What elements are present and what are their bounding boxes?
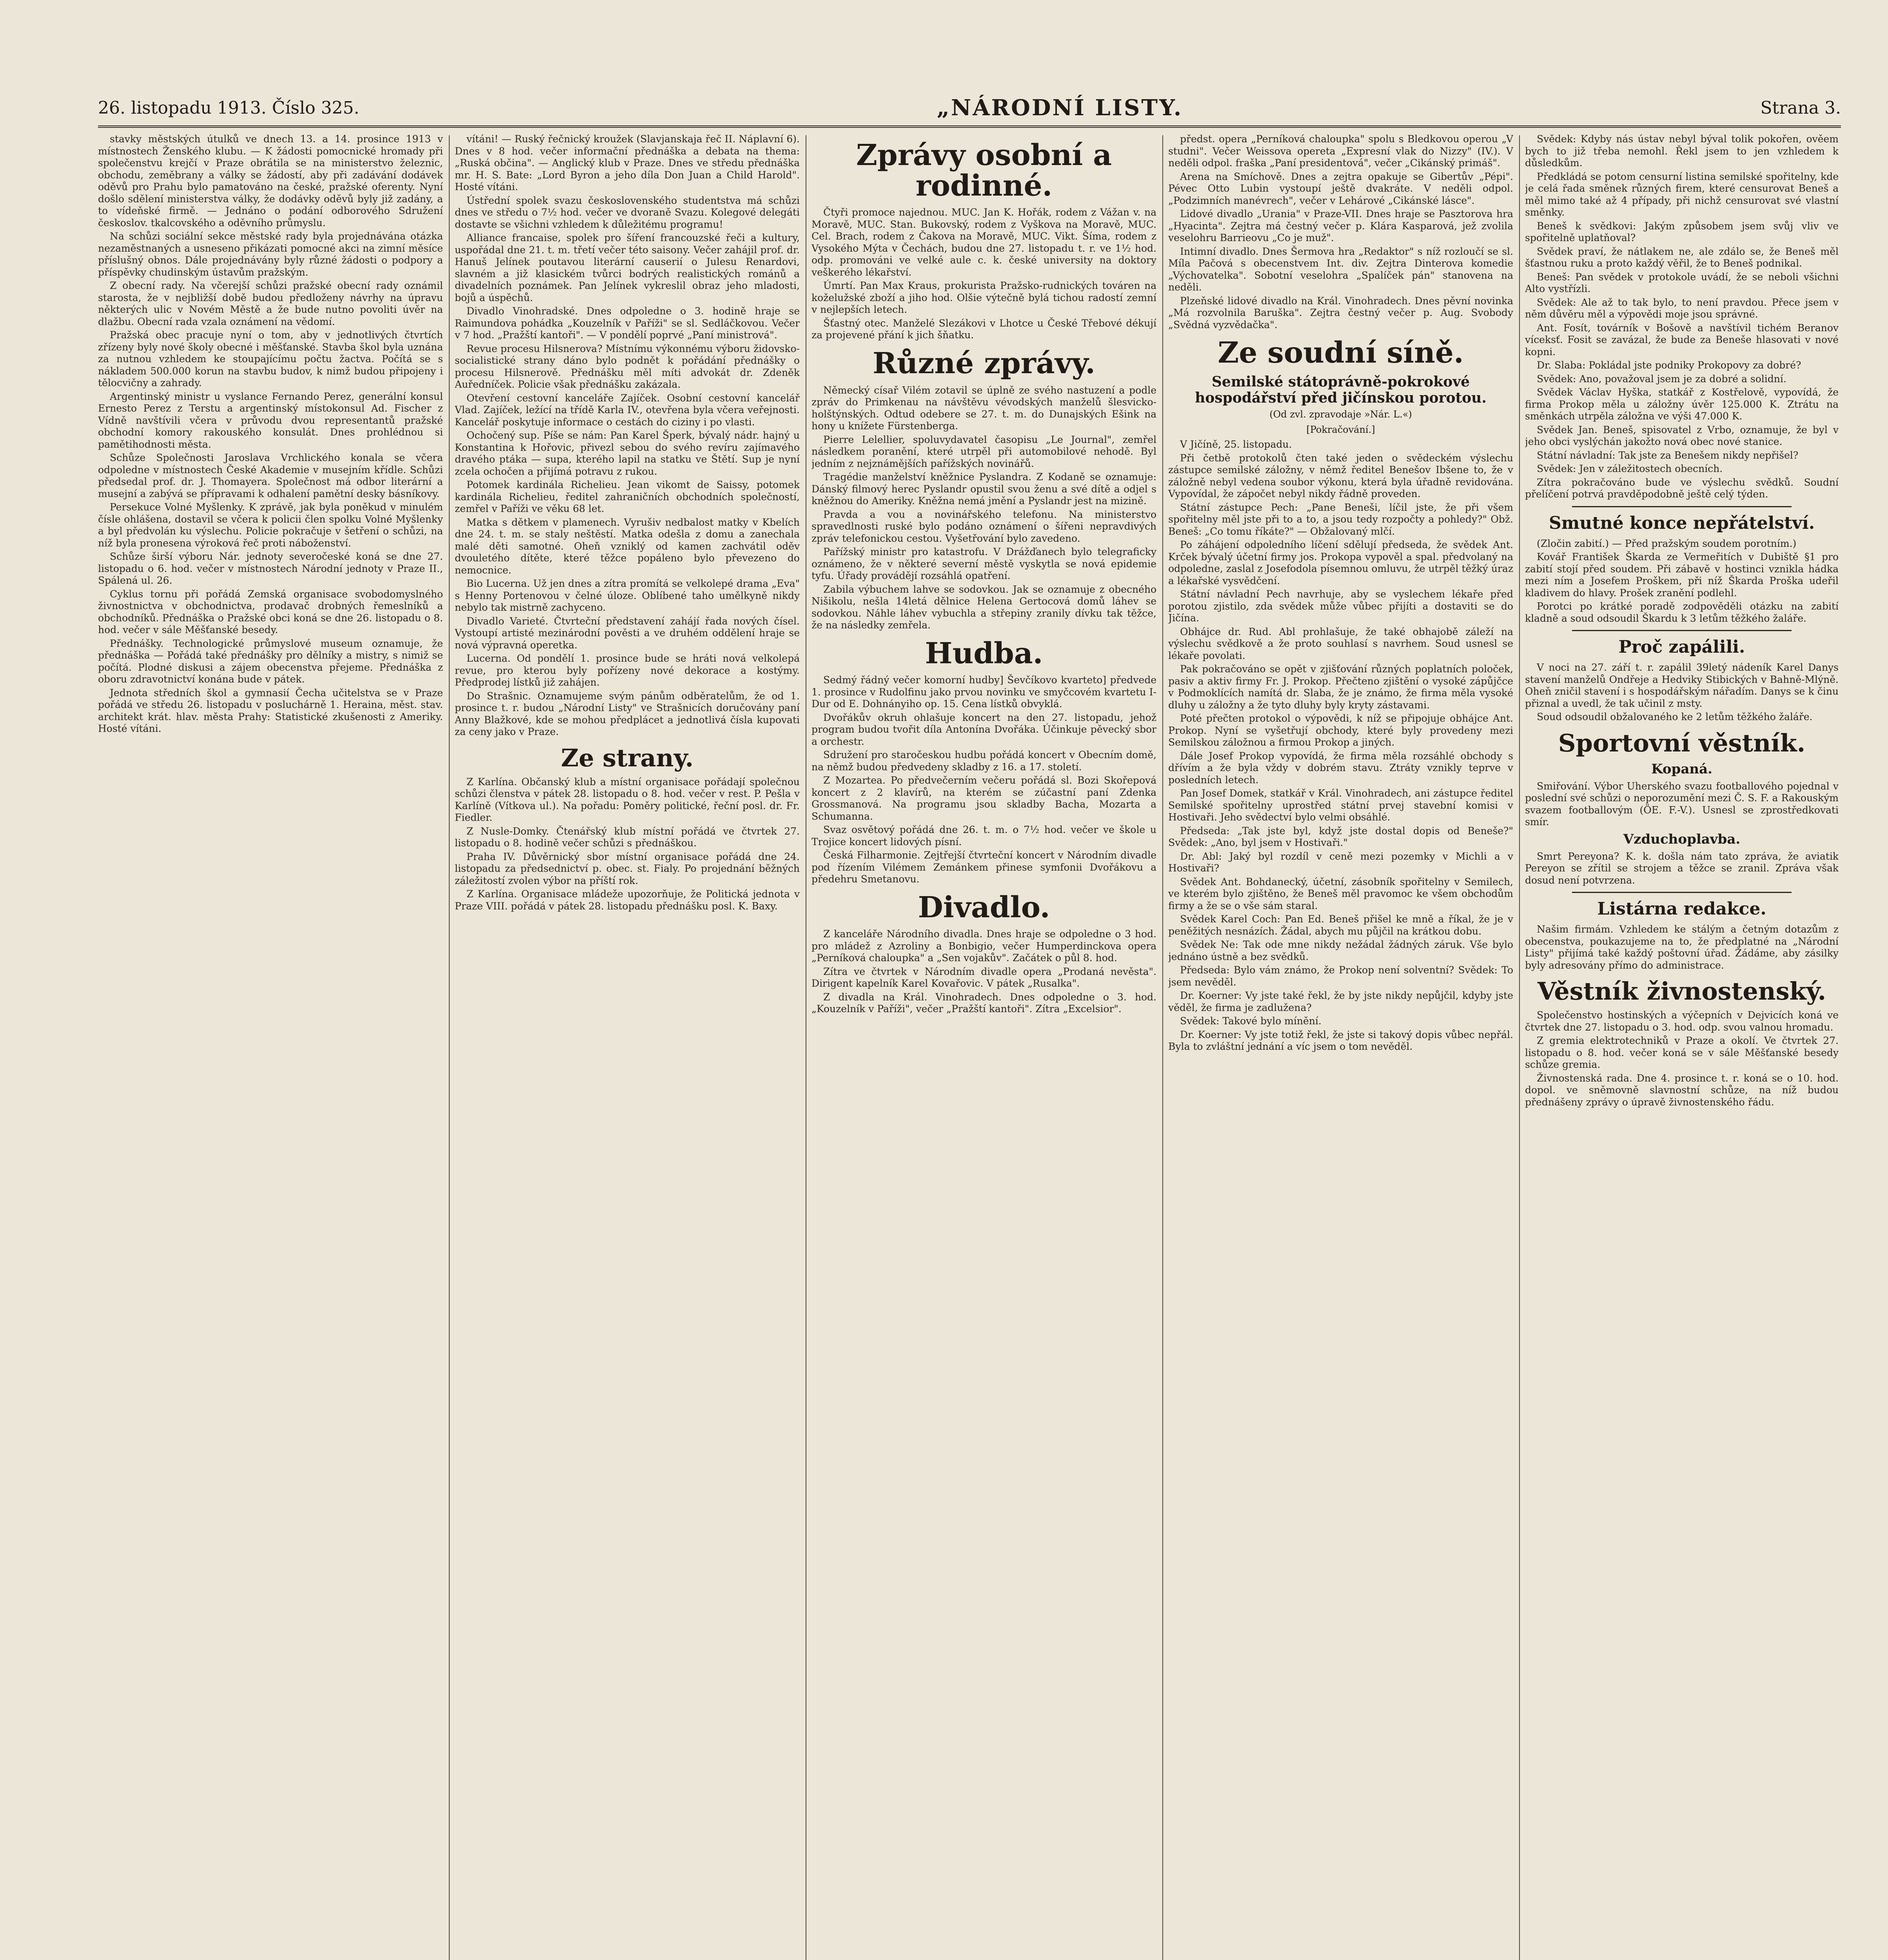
article-paragraph: Německý císař Vilém zotavil se úplně ze svého nastuzení a podle zpráv do Primkenau na návštěvu vévodských manželů šlesvicko-holštýnských. Odtud odebere se 27. t. m. do Dunajských Ešink na hony u knížete Fürstenberga.: [811, 384, 1156, 432]
article-paragraph: Dále Josef Prokop vypovídá, že firma měla rozsáhlé obchody s dřívím a že byla vždy v dobrém stavu. Ztráty vznikly teprve v posledních letech.: [1168, 750, 1513, 786]
article-paragraph: Předkládá se potom censurní listina semilské spořitelny, kde je celá řada směnek různých firem, které censurovat Beneš a měl mimo také až 4 případy, při nichž censurovat své vlastní směnky.: [1525, 171, 1839, 218]
article-paragraph: Argentinský ministr u vyslance Fernando Perez, generální konsul Ernesto Perez z Terstu a argentinský místokonsul Ad. Fischer z Vídně navštívili včera v průvodu dvou representantů pražské obchodní komory rakouského konsulát. Dnes prohlédnou si pamětihodnosti města.: [98, 390, 443, 450]
article-paragraph: Předseda: „Tak jste byl, když jste dostal dopis od Beneše?" Svědek: „Ano, byl jsem v Hostivaři.": [1168, 825, 1513, 849]
article-paragraph: Divadlo Vinohradské. Dnes odpoledne o 3. hodině hraje se Raimundova pohádka „Kouzelník v Paříži" se sl. Sedláčkovou. Večer v 7 hod. „Pražští kantoři". — V pondělí poprvé „Paní ministrová".: [455, 305, 800, 341]
article-paragraph: Z divadla na Král. Vinohradech. Dnes odpoledne o 3. hod. „Kouzelník v Paříži", večer „Pražští kantoři". Zítra „Excelsior".: [811, 991, 1156, 1015]
article-paragraph: Čtyři promoce najednou. MUC. Jan K. Hořák, rodem z Vážan v. na Moravě, MUC. Stan. Bukovský, rodem z Vyškova na Moravě, MUC. Cel. Brach, rodem z Čakova na Moravě, MUC. Vikt. Šíma, rodem z Vysokého Mýta v Čechách, budou dne 27. listopadu t. r. ve 1½ hod. odp. promováni ve velké aule c. k. české university na doktory veškerého lékařství.: [811, 207, 1156, 278]
section-heading: Listárna redakce.: [1597, 899, 1766, 919]
article-paragraph: Divadlo Varieté. Čtvrteční představení zahájí řada nových čísel. Vystoupí artisté mezinárodní pověsti a ve druhém oddělení hraje se nová výpravná operetka.: [455, 615, 800, 651]
article-paragraph: Dr. Slaba: Pokládal jste podniky Prokopovy za dobré?: [1537, 359, 1801, 371]
article-paragraph: vítáni! — Ruský řečnický kroužek (Slavjanskaja řeč II. Náplavní 6). Dnes v 8 hod. večer informační přednáška a debata na thema: „Ruská občina". — Anglický klub v Praze. Dnes ve středu přednáška mr. H. S. Bate: „Lord Byron a jeho díla Don Juan a Child Harold". Hosté vítáni.: [455, 133, 800, 192]
page-number: Strana 3.: [1760, 98, 1841, 118]
column-3: [811, 133, 1156, 1960]
article-paragraph: předst. opera „Perníková chaloupka" spolu s Bledkovou operou „V studni". Večer Weissova opereta „Expresní vlak do Nizzy" (IV.). V neděli odpol. fraška „Paní presidentová", večer „Cikánský primáš".: [1168, 133, 1513, 169]
article-paragraph: Zítra ve čtvrtek v Národním divadle opera „Prodaná nevěsta". Dirigent kapelník Karel Kovařovic. V pátek „Rusalka".: [811, 965, 1156, 989]
article-title: Semilské státoprávně-pokrokové hospodářství před jičínskou porotou.: [1195, 373, 1487, 407]
article-paragraph: Pierre Lelellier, spoluvydavatel časopisu „Le Journal", zemřel následkem poranění, které utrpěl při automobilové nehodě. Byl jedním z nejznámějších pařížských novinářů.: [811, 434, 1156, 469]
article-paragraph: Svědek: Kdyby nás ústav nebyl býval tolik pokořen, ověem bych to již třeba nemohl. Řekl jsem to jen vzhledem k důsledkům.: [1525, 133, 1839, 169]
article-paragraph: Lidové divadlo „Urania" v Praze-VII. Dnes hraje se Pasztorova hra „Hyacinta". Zejtra má čestný večer p. Klára Kasparová, jež zvolila veselohru Barrieovu „Co je muž".: [1168, 208, 1513, 243]
article-paragraph: Sdružení pro staročeskou hudbu pořádá koncert v Obecním domě, na němž budou předvedeny skladby z 16. a 17. století.: [811, 749, 1156, 773]
column-4: [1168, 133, 1513, 1960]
masthead-title: „NÁRODNÍ LISTY.: [937, 95, 1183, 121]
article-paragraph: Smrt Pereyona? K. k. došla nám tato zpráva, že aviatik Pereyon se zřítil se strojem a těžce se zranil. Zpráva však dosud není potvrzena.: [1525, 850, 1839, 886]
article-paragraph: Svědek Ne: Tak ode mne nikdy nežádal žádných záruk. Vše bylo jednáno ústně a bez svědků.: [1168, 939, 1513, 962]
article-paragraph: Společenstvo hostinských a výčepních v Dejvicích koná ve čtvrtek dne 27. listopadu o 3. hod. odp. svou valnou hromadu.: [1525, 1009, 1839, 1033]
article-paragraph: Z Karlína. Organisace mládeže upozorňuje, že Politická jednota v Praze VIII. pořádá v pátek 28. listopadu přednášku posl. K. Baxy.: [455, 888, 800, 912]
article-paragraph: Pan Josef Domek, statkář v Král. Vinohradech, ani zástupce ředitel Semilské spořitelny uprostřed státní prvej stavební komisi v Hostivaři. Jeho svědectví bylo velmi obsáhlé.: [1168, 788, 1513, 823]
article-paragraph: Svědek Ant. Bohdanecký, účetní, zásobník spořitelny v Semilech, ve kterém bylo zjištěno, že Beneš měl pravomoc ke všem obchodům firmy a že se o vše sám staral.: [1168, 876, 1513, 911]
page-header: [98, 90, 1841, 128]
article-paragraph: Kovář František Škarda ze Vermeřitích v Dubiště §1 pro zabití stojí před soudem. Při zábavě v hostinci vznikla hádka mezi ním a Josefem Proškem, při níž Škarda Proška udeřil kladivem do hlavy. Prošek zranění podlehl.: [1525, 551, 1839, 599]
article-paragraph: Z Mozartea. Po předvečerním večeru pořádá sl. Bozi Skořepová koncert z 2 klavírů, na kterém se zúčastní paní Zdenka Grossmanová. Na programu jsou skladby Bacha, Mozarta a Schumanna.: [811, 775, 1156, 822]
article-paragraph: Persekuce Volné Myšlenky. K zprávě, jak byla poněkud v minulém čísle ohlášena, dostavil se včera k policii člen spolku Volné Myšlenky a byl předvolán ku výslechu. Policie pokračuje v šetření o schůzi, na níž byla pronesena výroková řeč proti náboženství.: [98, 501, 443, 549]
section-heading: Hudba.: [925, 636, 1043, 670]
article-paragraph: Pak pokračováno se opět v zjišťování různých poplatních poloček, pasiv a aktiv firmy Fr. J. Prokop. Přečteno zjištění o vysoké zápůjčce v Podmoklících namítá dr. Slaba, že je známo, že firma měla vysoké dluhy u záložny a že tyto dluhy byly kryty zástavami.: [1168, 663, 1513, 711]
article-paragraph: Do Strašnic. Oznamujeme svým pánům odběratelům, že od 1. prosince t. r. budou „Národní Listy" ve Strašnicích doručovány paní Anny Blažkové, kde se mohou předplácet a jednotlivá čísla kupovati za ceny jako v Praze.: [455, 690, 800, 737]
article-paragraph: Matka s dětkem v plamenech. Vyrušiv nedbalost matky v Kbelích dne 24. t. m. se staly neštěstí. Matka odešla z domu a zanechala malé děti samotné. Oheň vzniklý od kamen zachvátil oděv dvouletého dítěte, které těžce popáleno bylo převezeno do nemocnice.: [455, 516, 800, 576]
article-paragraph: Živnostenská rada. Dne 4. prosince t. r. koná se o 10. hod. dopol. ve sněmovně slavnostní schůze, na níž budou přednášeny zprávy o úpravě živnostenského řádu.: [1525, 1072, 1839, 1108]
article-paragraph: Beneš k svědkovi: Jakým způsobem jsem svůj vliv ve spořitelně uplatňoval?: [1525, 220, 1839, 243]
article-paragraph: Svědek: Ale až to tak bylo, to není pravdou. Přece jsem v něm důvěru měl a výpovědi moje jsou správné.: [1525, 296, 1839, 320]
article-paragraph: Revue procesu Hilsnerova? Místnímu výkonnému výboru židovsko-socialistické strany dáno bylo podnět k pořádání přednášky o procesu Hilsnerově. Přednášku měl míti advokát dr. Zdeněk Auředníček. Policie však přednášku zakázala.: [455, 343, 800, 390]
article-paragraph: Beneš: Pan svědek v protokole uvádí, že se neboli všichni Alto vystřízli.: [1525, 271, 1839, 294]
article-paragraph: V Jičíně, 25. listopadu.: [1180, 439, 1292, 450]
article-paragraph: Schůze Společnosti Jaroslava Vrchlického konala se včera odpoledne v místnostech České Akademie v musejním křídle. Schůzi předsedal prof. dr. J. Thomayera. Společnost má odbor literární a musejní a zabývá se přípravami k odhalení pamětní desky básníkovy.: [98, 452, 443, 499]
article-paragraph: Pařížský ministr pro katastrofu. V Drážďanech bylo telegraficky oznámeno, že v některé severní městě vyskytla se nová epidemie tyfu. Úřady provádějí rozsáhlá opatření.: [811, 546, 1156, 582]
section-heading: Různé zprávy.: [873, 346, 1095, 380]
article-paragraph: Sedmý řádný večer komorní hudby] Ševčíkovo kvarteto] předvede 1. prosince v Rudolfinu jako prvou novinku ve smyčcovém kvartetu I-Dur od E. Dohnányiho op. 15. Cena lístků obvyklá.: [811, 674, 1156, 710]
article-paragraph: Plzeňské lidové divadlo na Král. Vinohradech. Dnes pěvní novinka „Má rozvolnila Baruška". Zejtra čestný večer p. Aug. Svobody „Svědná vyzvědačka".: [1168, 295, 1513, 330]
article-paragraph: Svědek: Jen v záležitostech obecních.: [1537, 463, 1723, 474]
article-paragraph: Šťastný otec. Manželé Slezákovi v Lhotce u České Třebové dékují za projevené přání k jich šňatku.: [811, 317, 1156, 341]
article-note: [Pokračování.]: [1306, 424, 1375, 435]
article-paragraph: Z Karlína. Občanský klub a místní organisace pořádají společnou schůzi členstva v pátek 28. listopadu o 8. hod. večer v rest. P. Pešla v Karlíně (Vítkova ul.). Na pořadu: Poměry politické, řeční posl. dr. Fr. Fiedler.: [455, 776, 800, 824]
article-paragraph: Potomek kardinála Richelieu. Jean vikomt de Saissy, potomek kardinála Richelieu, ředitel zahraničních obchodních společností, zemřel v Paříži ve věku 68 let.: [455, 479, 800, 514]
article-paragraph: Úmrtí. Pan Max Kraus, prokurista Pražsko-rudnických továren na koželužské zboží a jiho hod. Olšie výtečně bylá tichou radostí zemní v nejlepších letech.: [811, 280, 1156, 316]
article-paragraph: Praha IV. Důvěrnický sbor místní organisace pořádá dne 24. listopadu za předsednictví p. obec. st. Fialy. Po projednání běžných záležitostí zvolen výbor na příští rok.: [455, 851, 800, 886]
article-paragraph: Ústřední spolek svazu československého studentstva má schůzi dnes ve středu o 7½ hod. večer ve dvoraně Svazu. Kolegové delegáti dostavte se všichni vzhledem k důležitému programu!: [455, 194, 800, 230]
article-paragraph: Na schůzi sociální sekce městské rady byla projednávána otázka nezaměstnaných a usneseno přikázati pomocné akci na zimní měsíce příslušný obnos. Dále projednávány byly různé žádosti o podpory a příspěvky chudinským ústavům pražským.: [98, 230, 443, 278]
article-paragraph: Otevření cestovní kanceláře Zajíček. Osobní cestovní kancelář Vlad. Zajíček, ležící na třídě Karla IV., otevřena byla včera veřejnosti. Kancelář poskytuje informace o cestách do ciziny i po vlasti.: [455, 392, 800, 428]
article-paragraph: Svědek Karel Coch: Pan Ed. Beneš přišel ke mně a říkal, že je v peněžitých nesnázích. Žádal, abych mu půjčil na krátkou dobu.: [1168, 913, 1513, 937]
article-paragraph: Státní návladní: Tak jste za Benešem nikdy nepřišel?: [1537, 449, 1799, 461]
article-byline: (Od zvl. zpravodaje »Nár. L.«): [1269, 409, 1412, 420]
article-paragraph: Svědek: Ano, považoval jsem je za dobré a solidní.: [1537, 373, 1786, 385]
section-heading: Proč zapálili.: [1618, 637, 1745, 657]
article-paragraph: Z obecní rady. Na včerejší schůzi pražské obecní rady oznámil starosta, že v nejbližší době budou předloženy návrhy na úpravu některých ulic v Novém Městě a že bude nutno povoliti úvěr na dlažbu. Obecní rada vzala oznámení na vědomí.: [98, 280, 443, 327]
issue-date: 26. listopadu 1913. Číslo 325.: [98, 98, 359, 118]
section-heading: Věstník živnostenský.: [1537, 977, 1826, 1006]
article-paragraph: Z Nusle-Domky. Čtenářský klub místní pořádá ve čtvrtek 27. listopadu o 8. hodině večer schůzi s přednáškou.: [455, 825, 800, 849]
article-paragraph: Intimní divadlo. Dnes Šermova hra „Redaktor" s níž rozloučí se sl. Míla Pačová s obecenstvem Int. div. Zejtra Dinterova komedie „Výchovatelka". Sobotní veselohra „Spalíček pán" stanovena na neděli.: [1168, 245, 1513, 293]
article-paragraph: Schůze širší výboru Nár. jednoty severočeské koná se dne 27. listopadu o 6. hod. večer v místnostech Národní jednoty v Praze II., Spálená ul. 26.: [98, 551, 443, 586]
divider: [1572, 506, 1792, 507]
article-paragraph: Tragédie manželství kněžnice Pyslandra. Z Kodaně se oznamuje: Dánský filmový herec Pyslandr opustil svou ženu a své dítě a odjel s kněžnou do Ameriky. Kněžna nemá jmění a Pyslandr jest na mizině.: [811, 471, 1156, 507]
article-paragraph: Státní zástupce Pech: „Pane Beneši, líčil jste, že při všem spořitelny měl jste při to a to, a jsou tedy rozpočty a pohledy?" Obž. Beneš: „Co tomu říkáte?" — Obžalovaný mlčí.: [1168, 501, 1513, 537]
article-paragraph: Zabila výbuchem lahve se sodovkou. Jak se oznamuje z obecného Nišikolu, nešla 14letá dělnice Helena Gertocová domů láhev se sodovkou. Náhle láhev vybuchla a střepiny zranily dívku tak těžce, že na následky zemřela.: [811, 583, 1156, 631]
article-paragraph: Soud odsoudil obžalovaného ke 2 letům těžkého žaláře.: [1537, 711, 1813, 723]
article-paragraph: Dvořákův okruh ohlašuje koncert na den 27. listopadu, jehož program budou tvořit díla Antonína Dvořáka. Účinkuje pěvecký sbor a orchestr.: [811, 711, 1156, 747]
article-paragraph: Dr. Koerner: Vy jste totiž řekl, že jste si takový dopis vůbec nepřál. Byla to zvláštní jednání a víc jsem o tom nevěděl.: [1168, 1029, 1513, 1053]
article-paragraph: Po záhájení odpoledního líčení sdělují předseda, že svědek Ant. Krček bývalý účetní firmy jos. Prokopa vypověl a spal. předvolaný na odpoledne, zaslal z Josefodola písemnou omluvu, že utrpěl těžký úraz a lékařské vysvědčení.: [1168, 539, 1513, 586]
article-paragraph: Lucerna. Od pondělí 1. prosince bude se hráti nová velkolepá revue, pro kterou byly pořízeny nové dekorace a kostýmy. Předprodej lístků již zahájen.: [455, 653, 800, 688]
article-paragraph: (Zločin zabití.) — Před pražským soudem porotním.): [1537, 537, 1797, 549]
section-heading: Smutné konce nepřátelství.: [1549, 513, 1815, 533]
article-paragraph: Jednota středních škol a gymnasií Čecha učitelstva se v Praze pořádá ve středu 26. listopadu v posluchárně 1. Heraina, měst. stav. architekt krát. hlav. města Prahy: Statistické zkušenosti z Ameriky. Hosté vítáni.: [98, 687, 443, 734]
article-paragraph: Svědek praví, že nátlakem ne, ale zdálo se, že Beneš měl šťastnou ruku a proto každý věřil, že to Beneš podnikal.: [1525, 245, 1839, 269]
article-paragraph: Zítra pokračováno bude ve výslechu svědků. Soudní přelíčení potrvá pravděpodobně ještě celý týden.: [1525, 476, 1839, 500]
column-5: [1525, 133, 1839, 1960]
article-paragraph: Smiřování. Výbor Uherského svazu footballového pojednal v poslední své schůzi o neporozumění mezi Č. S. F. a Rakouským svazem footballovým (ÖE. F.-V.). Usnesl se zprostředkovati smír.: [1525, 780, 1839, 828]
column-divider: [449, 135, 450, 1960]
article-paragraph: Bio Lucerna. Už jen dnes a zítra promítá se velkolepé drama „Eva" s Henny Portenovou v čelné úloze. Oblíbené taho umělkyně nikdy nebylo tak mistrně zachyceno.: [455, 578, 800, 613]
column-2: [455, 133, 800, 1960]
article-paragraph: Z gremia elektrotechniků v Praze a okolí. Ve čtvrtek 27. listopadu o 8. hod. večer koná se v sále Měšťanské besedy schůze gremia.: [1525, 1035, 1839, 1071]
article-paragraph: Státní návladní Pech navrhuje, aby se vyslechem lékaře před porotou zjistilo, zda svědek může vůbec přijíti a dostaviti se do Jičína.: [1168, 588, 1513, 624]
divider: [1572, 630, 1792, 631]
article-paragraph: Arena na Smíchově. Dnes a zejtra opakuje se Gibertův „Pépi". Pévec Otto Lubin vystoupí ještě dvakráte. V neděli odpol. „Podzimních manévrech", večer v Lehárové „Cikánské lásce".: [1168, 171, 1513, 206]
divider: [1572, 892, 1792, 893]
article-paragraph: Z kanceláře Národního divadla. Dnes hraje se odpoledne o 3 hod. pro mládež z Azroliny a Bonbigio, večer Humperdinckova opera „Perníková chaloupka" a „Sen vojakův". Začátek o půl 8. hod.: [811, 928, 1156, 964]
section-heading: Sportovní věstník.: [1558, 728, 1806, 757]
article-paragraph: Svědek Václav Hyška, statkář z Kostřelově, vypovídá, že firma Prokop měla u záložny úvěr 125.000 K. Ztrátu na směnkách utrpěla záložna ve výši 47.000 K.: [1525, 387, 1839, 422]
article-paragraph: Porotci po krátké poradě zodpověděli otázku na zabití kladně a soud odsoudil Škardu k 3 letům těžkého žaláře.: [1525, 601, 1839, 624]
article-paragraph: Při četbě protokolů čten také jeden o svědeckém výslechu zástupce semilské záložny, v němž ředitel Benešov Ibšene to, že v záložně nebyl vedena soubor výkonu, která byla úřadně revidována. Vypovídal, že zápočet nebyl nikdy řádně proveden.: [1168, 452, 1513, 500]
article-paragraph: Ant. Fosít, továrník v Bošově a navštívil tichém Beranov víceksť. Fosit se zavázal, že bude za Beneše hlasovati v nové kopni.: [1525, 322, 1839, 358]
article-paragraph: Česká Filharmonie. Zejtřejší čtvrteční koncert v Národním divadle pod řízením Vilémem Zemánkem přinese symfonii Dvořákovu a předehru Smetanovu.: [811, 849, 1156, 885]
article-paragraph: V noci na 27. září t. r. zapálil 39letý nádeník Karel Danys stavení manželů Ondřeje a Hedviky Stibických v Bahně-Mlýně. Oheň zničil stavení i s hospodářským nářadím. Danys se k činu přiznal a uvedl, že tak učinil z msty.: [1525, 662, 1839, 709]
article-paragraph: Svaz osvětový pořádá dne 26. t. m. o 7½ hod. večer ve škole u Trojice koncert lidových písní.: [811, 824, 1156, 848]
article-paragraph: Poté přečten protokol o výpovědi, k níž se připojuje obhájce Ant. Prokop. Nyní se vyšetřují obchody, které byly provedeny mezi Semilskou záložnou a firmou Prokop a jiných.: [1168, 713, 1513, 748]
section-heading: Ze strany.: [561, 743, 694, 772]
article-paragraph: Alliance francaise, spolek pro šíření francouzské řeči a kultury, uspořádal dne 21. t. m. třetí večer této saisony. Večer zahájil prof. dr. Hanuš Jelínek poutavou literární causerií o Julesu Renardovi, slavném a již klasickém tvůrci bodrých realistických románů a divadelních poznámek. Pan Jelínek vykreslil obraz jeho mladosti, bojů a úspěchů.: [455, 232, 800, 303]
column-divider: [1519, 135, 1520, 1960]
article-paragraph: Svědek Jan. Beneš, spisovatel z Vrbo, oznamuje, že byl v jeho obci vyslýchán jakožto nová obec nové stanice.: [1525, 424, 1839, 447]
article-paragraph: Svědek: Takové bylo mínění.: [1180, 1015, 1322, 1027]
column-1: [98, 133, 443, 1960]
section-heading: Divadlo.: [918, 890, 1050, 924]
article-paragraph: Pravda a vou a novinářského telefonu. Na ministerstvo spravedlnosti ruské bylo podáno oznámení o šířeni nepravdivých zpráv telefonickou cestou. Vyšetřování bylo zavedeno.: [811, 508, 1156, 544]
article-paragraph: Přednášky. Technologické průmyslové museum oznamuje, že přednáška — Pořádá také přednášky pro dělníky a mistry, s nimiž se počítá. Plodné diskusi a zájem obecenstva přejeme. Přednáška z oboru zdravotnictví konána bude v pátek.: [98, 637, 443, 685]
article-paragraph: Dr. Abl: Jaký byl rozdíl v ceně mezi pozemky v Michli a v Hostivaři?: [1168, 850, 1513, 874]
article-paragraph: Obhájce dr. Rud. Abl prohlašuje, že také obhajobě záleží na výslechu svědkově a že proto souhlasí s navrhem. Soud usnesl se lékaře povolati.: [1168, 626, 1513, 661]
subsection-heading: Kopaná.: [1651, 761, 1712, 777]
column-divider: [1162, 135, 1163, 1960]
article-paragraph: Předseda: Bylo vám známo, že Prokop není solventní? Svědek: To jsem nevěděl.: [1168, 964, 1513, 988]
article-paragraph: Našim firmám. Vzhledem ke stálým a četným dotazům z obecenstva, poukazujeme na to, že předplatné na „Národní Listy" přijímá také každý poštovní úřad. Žádáme, aby zásilky byly adresovány přímo do administrace.: [1525, 924, 1839, 971]
subsection-heading: Vzduchoplavba.: [1623, 831, 1741, 847]
article-paragraph: stavky městských útulků ve dnech 13. a 14. prosince 1913 v místnostech Ženského klubu. — K žádosti pomocnické hromady při společenstvu krejčí v Praze obrátila se na ministerstvo železnic, obchodu, zeměbrany a války se žádostí, aby při zadávání dodávek oděvů pro Prahu bylo pamatováno na české, pražské oferenty. Nyní došlo sdělení ministerstva války, že dodávky oděvů byly již zadány, a to vídeňské firmě. — Jednáno o podání odborového Sdružení českoslov. tkalcovského a oděvního průmyslu.: [98, 133, 443, 229]
section-heading: Zprávy osobní a rodinné.: [856, 138, 1112, 203]
article-paragraph: Dr. Koerner: Vy jste také řekl, že by jste nikdy nepůjčil, kdyby jste věděl, že firma je zadlužena?: [1168, 990, 1513, 1013]
article-paragraph: Ochočený sup. Píše se nám: Pan Karel Šperk, bývalý nádr. hajný u Konstantina k Hořovic, přivezl sebou do svého revíru zajímavého dravého ptáka — supa, kterého lapil na statku ve Štětí. Sup je nyní zcela ochočen a přijímá potravu z rukou.: [455, 430, 800, 477]
article-paragraph: Pražská obec pracuje nyní o tom, aby v jednotlivých čtvrtích zřízeny byly nové školy obecné i měšťanské. Stavba škol byla uznána za nutnou vzhledem ke stoupajícímu počtu žactva. Počítá se s nákladem 500.000 korun na stavbu budov, k nimž budou připojeny i tělocvičny a zahrady.: [98, 329, 443, 388]
article-paragraph: Cyklus tornu při pořádá Zemská organisace svobodomyslného živnostnictva v obchodnictva, prodavač drobných řemeslníků a obchodníků. Přednáška o Pražské obci koná se dne 26. listopadu o 8. hod. večer v sále Měšťanské besedy.: [98, 588, 443, 635]
section-heading: Ze soudní síně.: [1218, 336, 1464, 370]
